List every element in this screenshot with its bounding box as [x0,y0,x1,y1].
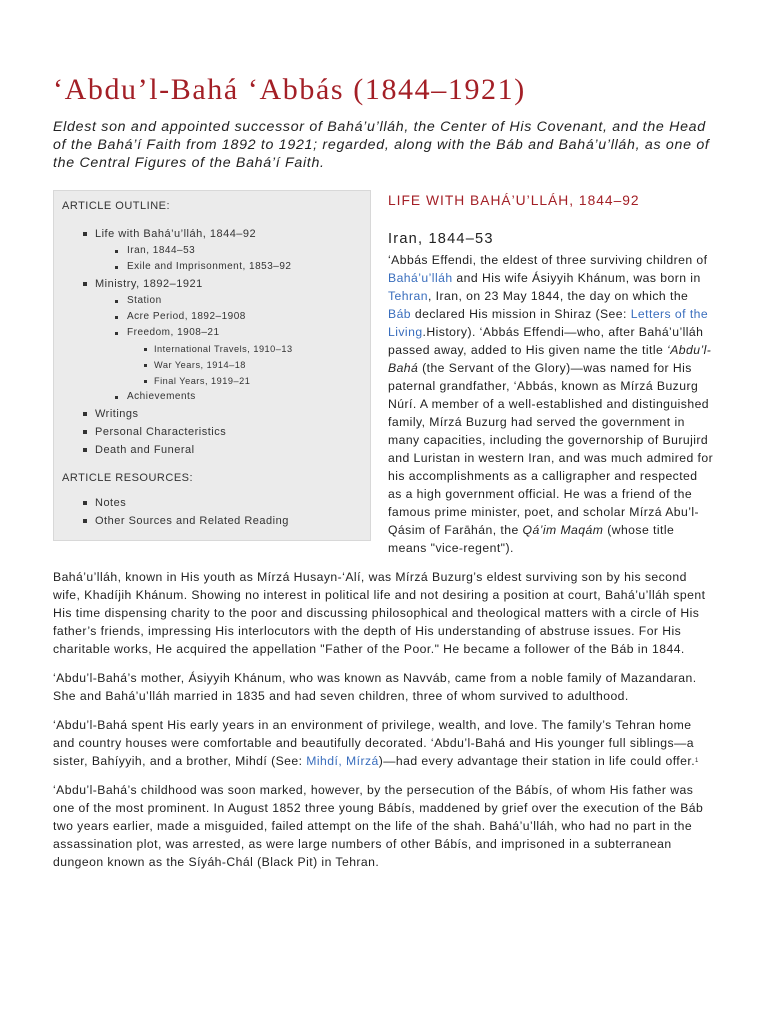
outline-heading: ARTICLE OUTLINE: [62,200,171,212]
paragraph-mother: ‘Abdu’l-Bahá’s mother, Ásiyyih Khánum, who was known as Navváb, came from a noble family of Mazandaran. She and Bahá’u’lláh married in 1835 and had seven children, three of whom survived to adulthood. [53,671,697,703]
link-tehran[interactable]: Tehran [388,289,428,303]
outline-item-final-years[interactable]: Final Years, 1919–21 [127,373,370,389]
outline-item-war-years[interactable]: War Years, 1914–18 [127,357,370,373]
outline-item-life[interactable]: Life with Bahá’u’lláh, 1844–92 Iran, 1844–53 Exile and Imprisonment, 1853–92 [62,225,370,275]
article-title: ‘Abdu’l-Bahá ‘Abbás (1844–1921) [53,73,526,106]
paragraph-bahaullah-youth: Bahá’u’lláh, known in His youth as Mírzá Husayn-‘Alí, was Mírzá Buzurg’s eldest surviving son by his second wife, Khadíjih Khánum. Showing no interest in political life and not desiring a position at court, Bahá’u’lláh spent His time dispensing charity to the poor and discussing philosophical and theological matters with a circle of His father’s friends, impressing His interlocutors with the depth of His understanding of abstruse issues. For His charitable works, He acquired the appellation "Father of the Poor." He became a follower of the Báb in 1844. [53,570,706,656]
outline-item-freedom[interactable]: Freedom, 1908–21 International Travels, 1910–13 War Years, 1914–18 Final Years, 1919–21 [95,325,370,389]
resources-heading: ARTICLE RESOURCES: [62,472,194,484]
link-letters-of-the-living[interactable]: Letters of the Living [388,307,709,339]
outline-item-iran[interactable]: Iran, 1844–53 [95,243,370,259]
resource-item-notes[interactable]: Notes [62,494,370,512]
article-subtitle: Eldest son and appointed successor of Bahá’u’lláh, the Center of His Covenant, and the Head of the Bahá’í Faith from 1892 to 1921; regarded, along with the Báb and Bahá’u’lláh, as one of the Central Figures of the Bahá’í Faith. [53,119,710,171]
outline-list [62,225,370,459]
outline-item-achievements[interactable]: Achievements [95,389,370,405]
footnote-marker[interactable]: 1 [695,758,699,764]
outline-item-travels[interactable]: International Travels, 1910–13 [127,341,370,357]
paragraph-persecution: ‘Abdu’l-Bahá’s childhood was soon marked, however, by the persecution of the Bábís, of whom His father was one of the most prominent. In August 1852 three young Bábís, maddened by grief over the execution of the Báb two years earlier, made a misguided, failed attempt on the life of the shah. Bahá’u’lláh, who had no part in the assassination plot, was arrested, as were large numbers of other Bábís, and imprisoned in a subterranean dungeon known as the Síyáh-Chál (Black Pit) in Tehran. [53,783,704,869]
outline-item-ministry[interactable]: Ministry, 1892–1921 Station Acre Period, 1892–1908 Freedom, 1908–21 International Travels, 1910–13 War Years, 1914–18 Final Years, 1919–21 Achievements [62,275,370,405]
outline-item-writings[interactable]: Writings [62,405,370,423]
outline-item-station[interactable]: Station [95,293,370,309]
outline-item-exile[interactable]: Exile and Imprisonment, 1853–92 [95,259,370,275]
link-mihdi[interactable]: Mihdí, Mírzá [306,754,379,768]
link-bahaullah[interactable]: Bahá’u’lláh [388,271,453,285]
resource-item-other-sources[interactable]: Other Sources and Related Reading [62,512,370,530]
section-title: LIFE WITH BAHÁ’U’LLÁH, 1844–92 [388,193,640,208]
link-bab[interactable]: Báb [388,307,412,321]
subsection-heading: Iran, 1844–53 [388,231,494,247]
paragraph-birth: ‘Abbás Effendi, the eldest of three surviving children of Bahá’u’lláh and His wife Ásiyyih Khánum, was born in Tehran, Iran, on 23 May 1844, the day on which the Báb declared His mission in Shiraz (See: Letters of the Living.History). ‘Abbás Effendi—who, after Bahá’u’lláh passed away, added to His given name the title ‘Abdu’l-Bahá (the Servant of the Glory)—was named for His paternal grandfather, ‘Abbás, known as Mírzá Buzurg Núrí. A member of a well-established and distinguished family, Mírzá Buzurg had served the government in many capacities, including the governorship of Burujird and Luristan in western Iran, and was much admired for his accomplishments as a calligrapher and respected as a high government official. He was a friend of the famous prime minister, poet, and scholar Mírzá Abu’l-Qásim of Farāhán, the Qá’im Maqám (whose title means "vice-regent"). [388,253,714,555]
article-outline-box [53,190,371,541]
outline-item-death[interactable]: Death and Funeral [62,441,370,459]
outline-item-acre[interactable]: Acre Period, 1892–1908 [95,309,370,325]
paragraph-early-years: ‘Abdu’l-Bahá spent His early years in an environment of privilege, wealth, and love. The family’s Tehran home and country houses were comfortable and beautifully decorated. ‘Abdu’l-Bahá and His younger full siblings—a sister, Bahíyyih, and a brother, Mihdí (See: Mihdí, Mírzá)—had every advantage their station in life could offer.$^1$ [53,718,699,768]
outline-item-personal[interactable]: Personal Characteristics [62,423,370,441]
resources-list [62,494,370,530]
